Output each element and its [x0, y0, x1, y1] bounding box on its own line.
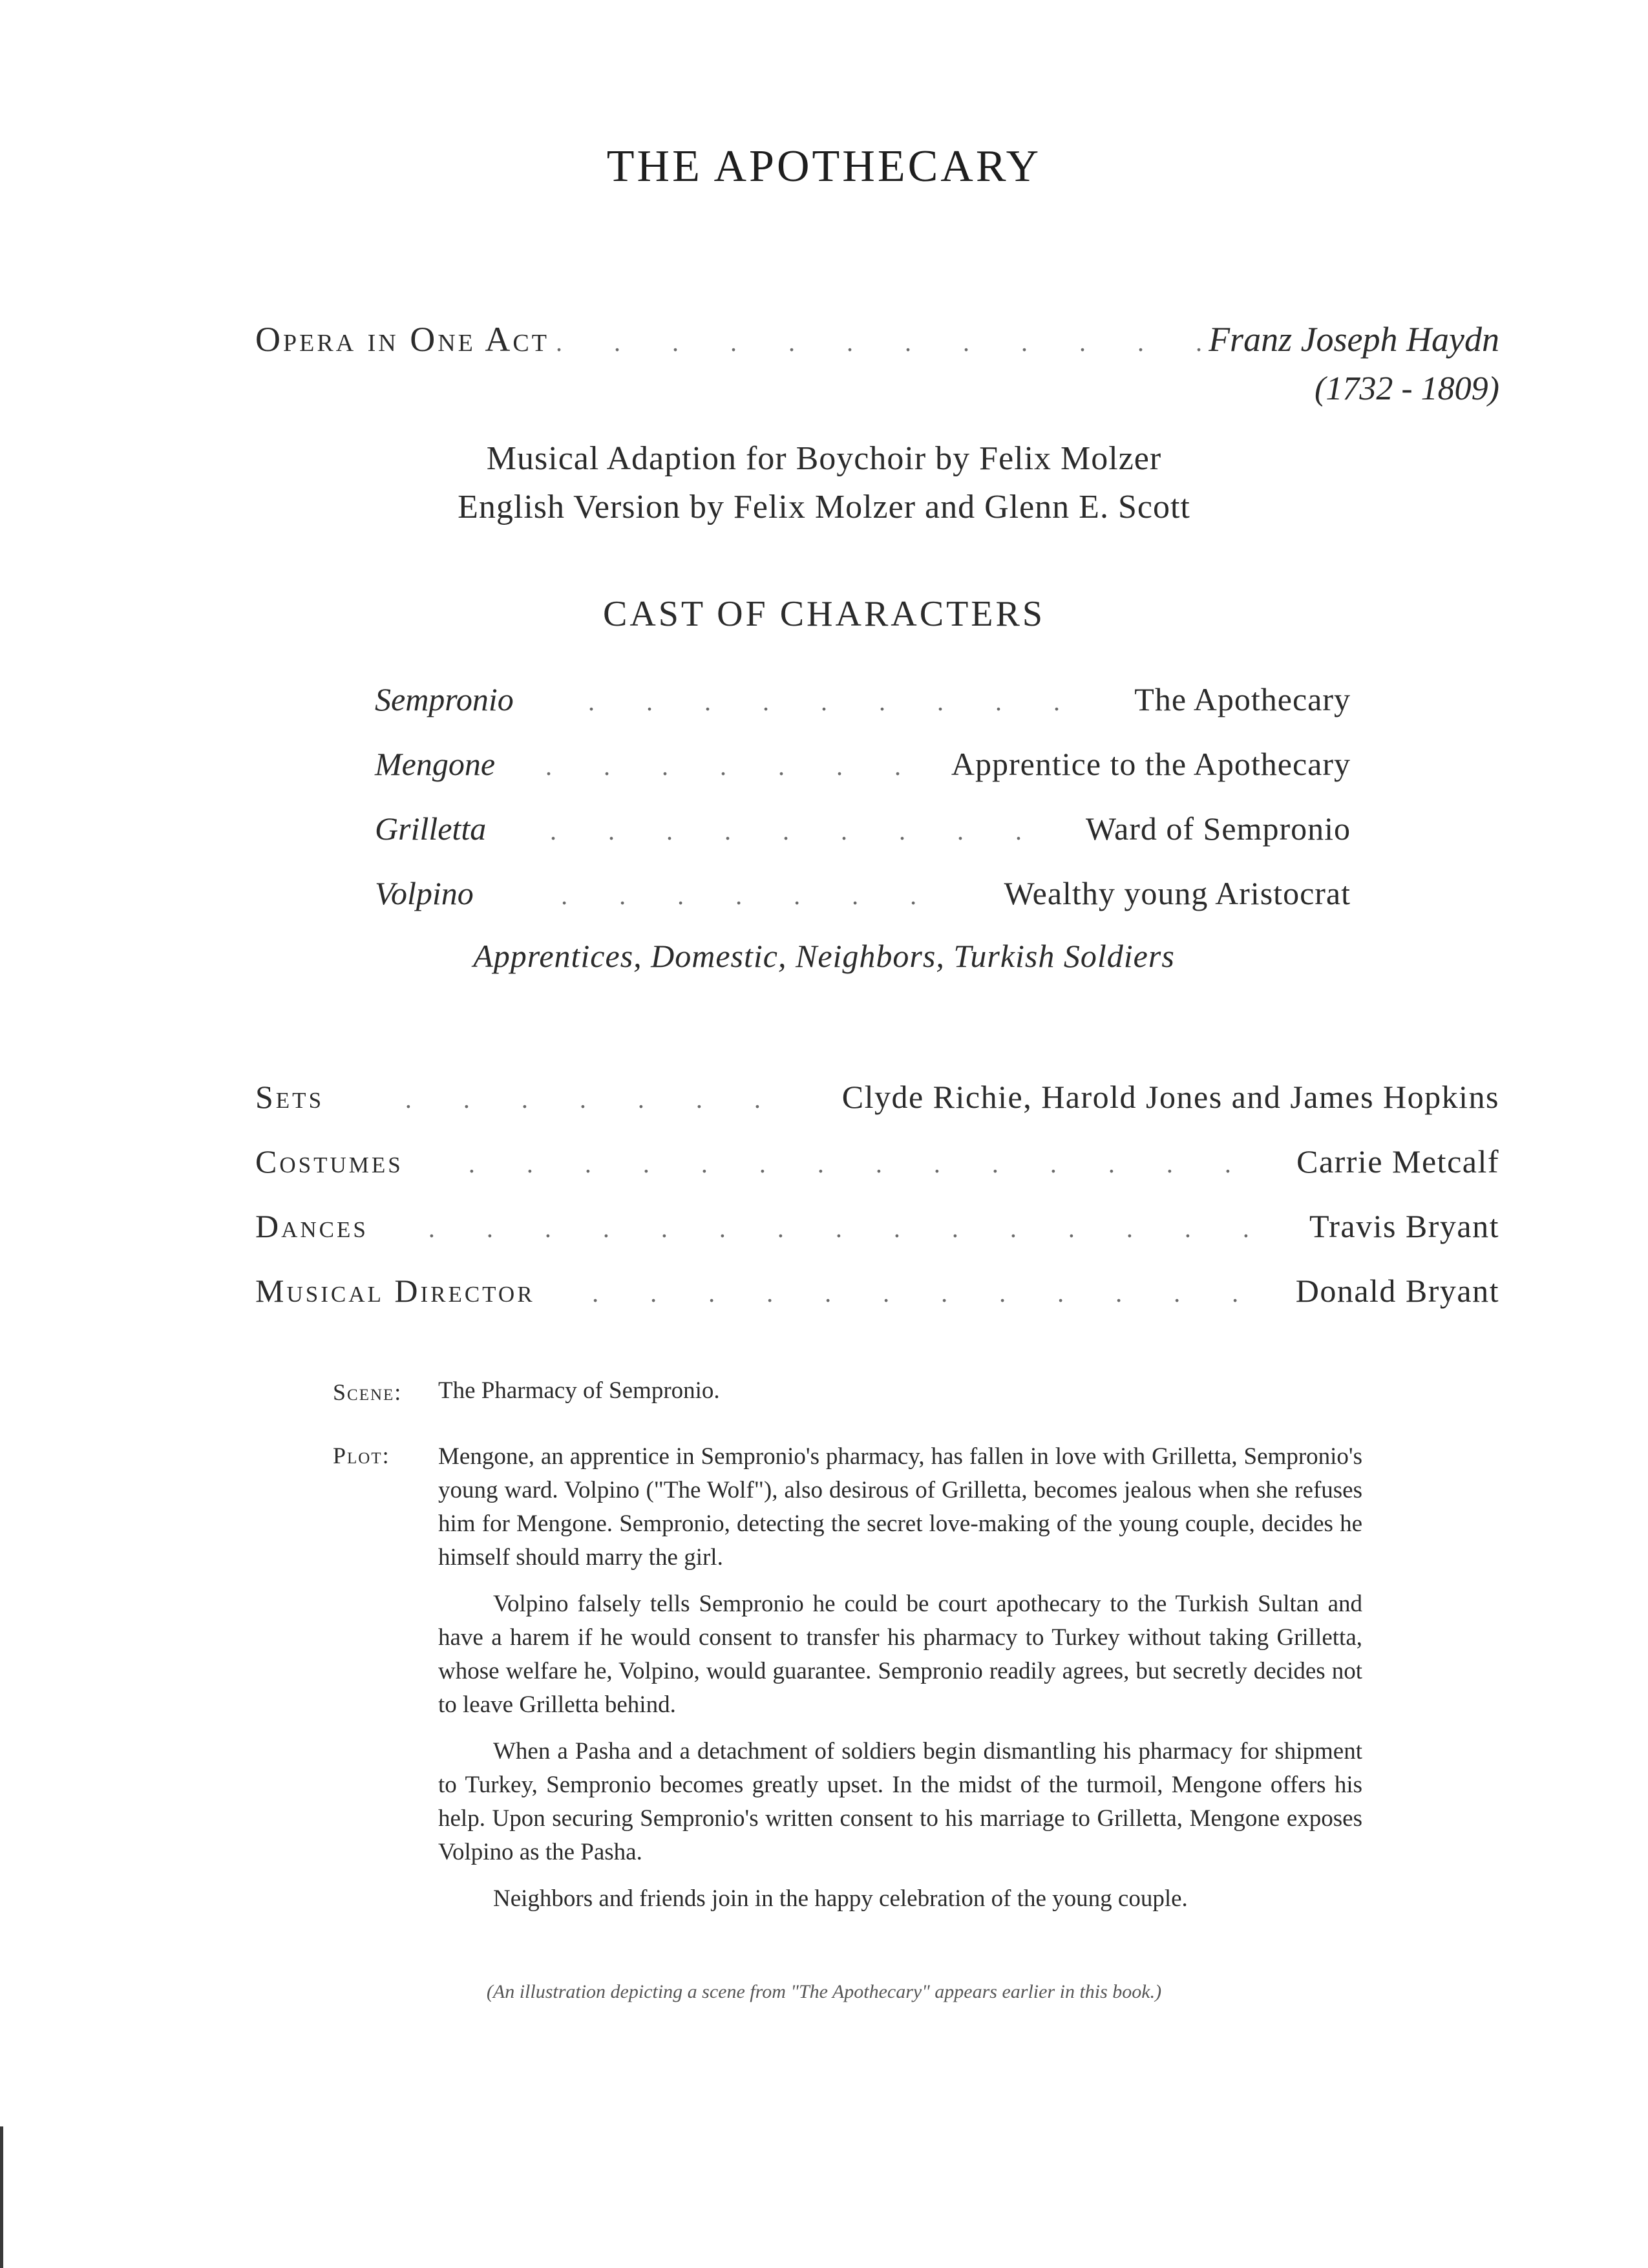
dot-leader: . . . . . . . . . . . . — [556, 328, 1203, 357]
supporting-cast: Apprentices, Domestic, Neighbors, Turkish Soldiers — [473, 938, 1175, 974]
illustration-footnote: (An illustration depicting a scene from "The Apothecary" appears earlier in this book.) — [486, 1981, 1162, 2002]
dot-leader: . . . . . . . . . . . . . . — [468, 1149, 1231, 1178]
crew-label: Musical Director — [255, 1273, 535, 1309]
dot-leader: . . . . . . . — [545, 752, 901, 781]
cast-row — [375, 874, 1351, 912]
crew-label: Dances — [255, 1208, 368, 1244]
character-name: Mengone — [375, 746, 496, 782]
crew-value: Travis Bryant — [1309, 1208, 1499, 1244]
crew-value: Clyde Richie, Harold Jones and James Hopkins — [841, 1079, 1499, 1115]
dot-leader: . . . . . . . . . . . . — [592, 1278, 1239, 1308]
composer-name: Franz Joseph Haydn — [1209, 320, 1499, 359]
scene-label: Scene: — [333, 1379, 403, 1405]
dot-leader: . . . . . . . . . — [588, 687, 1061, 716]
crew-value: Donald Bryant — [1295, 1273, 1499, 1309]
character-name: Sempronio — [375, 681, 514, 717]
cast-row — [375, 810, 1351, 847]
crew-row — [255, 1207, 1499, 1245]
character-name: Grilletta — [375, 811, 487, 847]
cast-heading: CAST OF CHARACTERS — [602, 594, 1045, 634]
character-role: Ward of Sempronio — [1085, 811, 1351, 847]
plot-label: Plot: — [333, 1443, 390, 1468]
english-version-credit: English Version by Felix Molzer and Glenn E. Scott — [458, 489, 1190, 525]
scene-text: The Pharmacy of Sempronio. — [438, 1377, 720, 1404]
character-name: Volpino — [375, 875, 474, 911]
dot-leader: . . . . . . . . . . . . . . . — [428, 1214, 1249, 1243]
plot-paragraph: When a Pasha and a detachment of soldiers begin dismantling his pharmacy for shipment to Turkey, Sempronio becomes greatly upset. In the midst of the turmoil, Mengone offers his help. Upon securing Sempronio's written consent to his marriage to Grilletta, Mengone exposes Volpino as the Pasha. — [438, 1738, 1362, 1865]
plot-synopsis — [438, 1440, 1362, 1929]
cast-row — [375, 745, 1351, 783]
crew-value: Carrie Metcalf — [1296, 1143, 1499, 1180]
crew-row — [255, 1078, 1499, 1116]
adaption-credit: Musical Adaption for Boychoir by Felix Molzer — [486, 440, 1162, 477]
dot-leader: . . . . . . . . . — [550, 816, 1022, 845]
dot-leader: . . . . . . . — [405, 1085, 761, 1114]
crew-label: Sets — [255, 1079, 324, 1115]
character-role: Wealthy young Aristocrat — [1004, 875, 1351, 911]
cast-row — [375, 681, 1351, 718]
work-label: Opera in One Act — [255, 320, 549, 359]
plot-paragraph: Neighbors and friends join in the happy celebration of the young couple. — [493, 1885, 1188, 1912]
crew-row — [255, 1272, 1499, 1309]
crew-row — [255, 1143, 1499, 1180]
character-role: Apprentice to the Apothecary — [951, 746, 1351, 782]
plot-paragraph: Volpino falsely tells Sempronio he could be court apothecary to the Turkish Sultan and have a harem if he would consent to transfer his pharmacy to Turkey without taking Grilletta, whose welfare he, Volpino, would guarantee. Sempronio readily agrees, but secretly decides not to leave Grilletta behind. — [438, 1591, 1362, 1718]
work-line — [255, 319, 1499, 359]
crew-label: Costumes — [255, 1143, 403, 1180]
character-role: The Apothecary — [1134, 681, 1351, 717]
composer-dates: (1732 - 1809) — [1315, 370, 1499, 407]
dot-leader: . . . . . . . — [561, 881, 917, 910]
page-title: THE APOTHECARY — [606, 142, 1042, 191]
binding-edge-mark — [0, 2126, 3, 2268]
plot-paragraph: Mengone, an apprentice in Sempronio's pharmacy, has fallen in love with Grilletta, Sempronio's young ward. Volpino ("The Wolf"), also desirous of Grilletta, becomes jealous when she refuses him for Mengone. Sempronio, detecting the secret love-making of the young couple, decides he himself should marry the girl. — [438, 1443, 1362, 1571]
